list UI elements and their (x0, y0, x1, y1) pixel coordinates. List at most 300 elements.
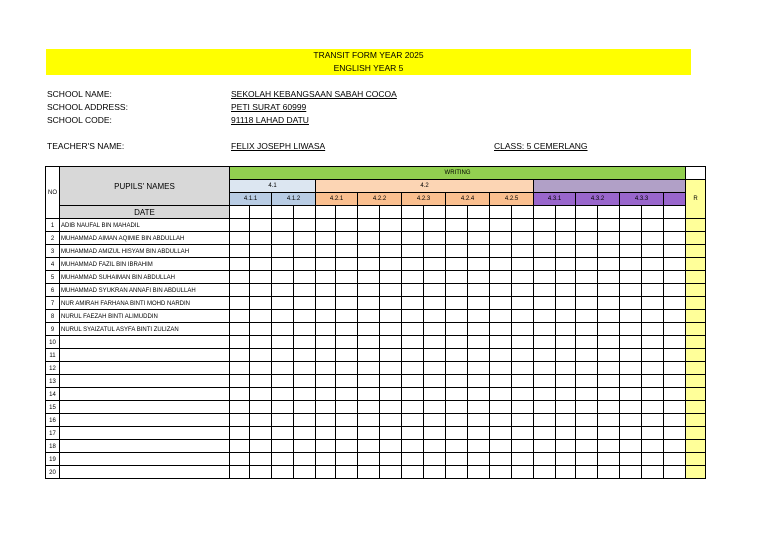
score-cell (620, 245, 642, 258)
score-cell (294, 427, 316, 440)
score-cell (512, 336, 534, 349)
score-cell (598, 427, 620, 440)
score-cell (446, 388, 468, 401)
score-cell (446, 323, 468, 336)
form-title-banner (46, 49, 691, 75)
score-cell (336, 427, 358, 440)
score-cell (512, 427, 534, 440)
score-cell (512, 401, 534, 414)
score-cell (468, 349, 490, 362)
pupils-names-header: PUPILS' NAMES (60, 167, 230, 206)
score-cell (490, 388, 512, 401)
score-cell (642, 219, 664, 232)
form-subtitle: ENGLISH YEAR 5 (333, 63, 404, 73)
table-row (46, 427, 706, 440)
score-cell (534, 232, 556, 245)
score-cell (424, 310, 446, 323)
score-cell (620, 258, 642, 271)
score-cell (230, 232, 250, 245)
row-number: 10 (46, 336, 60, 349)
pupil-name (60, 453, 230, 466)
score-cell (316, 284, 336, 297)
table-row (46, 414, 706, 427)
score-cell (294, 297, 316, 310)
score-cell (230, 453, 250, 466)
score-cell (446, 219, 468, 232)
score-cell (424, 271, 446, 284)
score-cell (402, 414, 424, 427)
row-number: 3 (46, 245, 60, 258)
date-cell (576, 206, 598, 219)
score-cell (446, 284, 468, 297)
score-cell (358, 310, 380, 323)
score-cell (358, 349, 380, 362)
date-cell (250, 206, 272, 219)
score-cell (556, 258, 576, 271)
score-cell (468, 388, 490, 401)
date-cell (512, 206, 534, 219)
date-cell (272, 206, 294, 219)
score-cell (534, 362, 556, 375)
score-cell (664, 284, 686, 297)
score-cell (402, 310, 424, 323)
score-cell (402, 258, 424, 271)
date-cell (446, 206, 468, 219)
score-cell (250, 466, 272, 479)
row-number: 19 (46, 453, 60, 466)
date-cell (294, 206, 316, 219)
score-cell (402, 401, 424, 414)
score-cell (358, 427, 380, 440)
score-cell (642, 401, 664, 414)
score-cell (556, 414, 576, 427)
score-cell (620, 219, 642, 232)
score-cell (424, 284, 446, 297)
sub-skill-header: 4.2.1 (316, 193, 358, 206)
score-cell (556, 232, 576, 245)
score-cell (642, 349, 664, 362)
score-cell (576, 245, 598, 258)
sub-skill-header: 4.3.1 (534, 193, 576, 206)
score-cell (250, 284, 272, 297)
score-cell (620, 271, 642, 284)
score-cell (336, 310, 358, 323)
sub-skill-header: 4.1.2 (272, 193, 316, 206)
score-cell (664, 297, 686, 310)
writing-header: WRITING (230, 167, 686, 180)
score-cell (598, 245, 620, 258)
score-cell (642, 388, 664, 401)
score-cell (490, 440, 512, 453)
score-cell (512, 375, 534, 388)
score-cell (576, 401, 598, 414)
score-cell (230, 440, 250, 453)
score-cell (294, 271, 316, 284)
score-cell (402, 427, 424, 440)
score-cell (402, 466, 424, 479)
score-cell (316, 440, 336, 453)
score-cell (316, 349, 336, 362)
score-cell (468, 271, 490, 284)
score-cell (446, 466, 468, 479)
score-cell (336, 284, 358, 297)
score-cell (316, 362, 336, 375)
score-cell (512, 323, 534, 336)
score-cell (316, 245, 336, 258)
score-cell (230, 427, 250, 440)
score-cell (642, 271, 664, 284)
score-cell (230, 284, 250, 297)
score-cell (294, 245, 316, 258)
score-cell (620, 466, 642, 479)
score-cell (534, 245, 556, 258)
score-cell (424, 401, 446, 414)
score-cell (664, 271, 686, 284)
score-cell (664, 388, 686, 401)
score-cell (446, 258, 468, 271)
score-cell (576, 284, 598, 297)
score-cell (468, 375, 490, 388)
score-cell (316, 323, 336, 336)
pupil-name (60, 336, 230, 349)
table-row (46, 466, 706, 479)
score-cell (230, 297, 250, 310)
pupil-name: ADIB NAUFAL BIN MAHADIL (60, 219, 230, 232)
score-cell (250, 310, 272, 323)
score-cell (336, 336, 358, 349)
row-number: 15 (46, 401, 60, 414)
school-address-label: SCHOOL ADDRESS: (47, 102, 128, 112)
score-cell (380, 349, 402, 362)
score-cell (380, 466, 402, 479)
score-cell (250, 323, 272, 336)
score-cell (272, 219, 294, 232)
score-cell (230, 245, 250, 258)
pupil-name: MUHAMMAD SYUKRAN ANNAFI BIN ABDULLAH (60, 284, 230, 297)
score-cell (336, 362, 358, 375)
score-cell (424, 219, 446, 232)
score-cell (230, 401, 250, 414)
score-cell (250, 258, 272, 271)
date-cell (468, 206, 490, 219)
score-cell (642, 323, 664, 336)
score-cell (556, 466, 576, 479)
score-cell (230, 258, 250, 271)
score-cell (512, 232, 534, 245)
r-cell (686, 284, 706, 297)
score-cell (642, 297, 664, 310)
score-cell (556, 245, 576, 258)
score-cell (402, 453, 424, 466)
score-cell (446, 232, 468, 245)
score-cell (250, 440, 272, 453)
score-cell (664, 453, 686, 466)
score-cell (250, 349, 272, 362)
pupil-name (60, 375, 230, 388)
score-cell (250, 362, 272, 375)
score-cell (642, 245, 664, 258)
date-cell (556, 206, 576, 219)
score-cell (272, 375, 294, 388)
score-cell (534, 297, 556, 310)
score-cell (402, 375, 424, 388)
score-cell (250, 245, 272, 258)
score-cell (664, 323, 686, 336)
date-header: DATE (60, 206, 230, 219)
score-cell (534, 271, 556, 284)
score-cell (230, 310, 250, 323)
score-cell (272, 414, 294, 427)
score-cell (380, 388, 402, 401)
date-cell (316, 206, 336, 219)
score-cell (534, 401, 556, 414)
score-cell (272, 297, 294, 310)
score-cell (402, 323, 424, 336)
table-row (46, 453, 706, 466)
table-row (46, 440, 706, 453)
score-cell (642, 336, 664, 349)
score-cell (490, 232, 512, 245)
score-cell (402, 271, 424, 284)
score-cell (446, 297, 468, 310)
sub-skill-header: 4.2.5 (490, 193, 534, 206)
row-number: 17 (46, 427, 60, 440)
score-cell (576, 427, 598, 440)
score-cell (294, 349, 316, 362)
score-cell (316, 453, 336, 466)
score-cell (598, 414, 620, 427)
row-number: 11 (46, 349, 60, 362)
score-cell (294, 388, 316, 401)
pupil-name (60, 414, 230, 427)
table-row (46, 271, 706, 284)
score-cell (380, 271, 402, 284)
score-cell (576, 375, 598, 388)
score-cell (620, 414, 642, 427)
score-cell (250, 219, 272, 232)
r-cell (686, 362, 706, 375)
score-cell (512, 440, 534, 453)
score-cell (468, 453, 490, 466)
score-cell (664, 466, 686, 479)
date-cell (664, 206, 686, 219)
score-cell (490, 414, 512, 427)
school-name-value: SEKOLAH KEBANGSAAN SABAH COCOA (231, 89, 397, 99)
table-row (46, 310, 706, 323)
score-cell (598, 401, 620, 414)
score-cell (620, 362, 642, 375)
school-name-label: SCHOOL NAME: (47, 89, 112, 99)
row-number: 7 (46, 297, 60, 310)
score-cell (534, 414, 556, 427)
score-cell (490, 310, 512, 323)
score-cell (576, 388, 598, 401)
date-cell (336, 206, 358, 219)
score-cell (424, 427, 446, 440)
score-cell (534, 310, 556, 323)
score-cell (512, 414, 534, 427)
score-cell (294, 375, 316, 388)
score-cell (468, 284, 490, 297)
school-code-value: 91118 LAHAD DATU (231, 115, 309, 125)
sub-skill-header: 4.1.1 (230, 193, 272, 206)
score-cell (598, 375, 620, 388)
score-cell (446, 362, 468, 375)
score-cell (424, 258, 446, 271)
score-cell (230, 336, 250, 349)
score-cell (316, 297, 336, 310)
score-cell (358, 466, 380, 479)
r-cell (686, 401, 706, 414)
score-cell (468, 362, 490, 375)
table-row (46, 323, 706, 336)
score-cell (424, 466, 446, 479)
group-header: 4.1 (230, 180, 316, 193)
score-cell (424, 440, 446, 453)
assessment-table (45, 166, 706, 479)
score-cell (250, 388, 272, 401)
score-cell (380, 362, 402, 375)
pupil-name: NURUL FAEZAH BINTI ALIMUDDIN (60, 310, 230, 323)
score-cell (230, 466, 250, 479)
score-cell (380, 284, 402, 297)
score-cell (490, 349, 512, 362)
score-cell (642, 362, 664, 375)
sub-skill-header: 4.3.2 (576, 193, 620, 206)
pupil-name: MUHAMMAD AMIZUL HISYAM BIN ABDULLAH (60, 245, 230, 258)
score-cell (424, 453, 446, 466)
score-cell (316, 219, 336, 232)
score-cell (576, 349, 598, 362)
score-cell (620, 323, 642, 336)
score-cell (468, 336, 490, 349)
score-cell (446, 375, 468, 388)
row-number: 8 (46, 310, 60, 323)
score-cell (294, 440, 316, 453)
date-cell (598, 206, 620, 219)
score-cell (620, 336, 642, 349)
score-cell (446, 440, 468, 453)
score-cell (620, 284, 642, 297)
score-cell (380, 219, 402, 232)
score-cell (316, 375, 336, 388)
score-cell (294, 219, 316, 232)
score-cell (336, 232, 358, 245)
score-cell (576, 466, 598, 479)
score-cell (490, 401, 512, 414)
r-cell (686, 466, 706, 479)
score-cell (336, 297, 358, 310)
score-cell (468, 401, 490, 414)
date-cell (534, 206, 556, 219)
score-cell (468, 232, 490, 245)
row-number: 9 (46, 323, 60, 336)
score-cell (272, 362, 294, 375)
score-cell (358, 232, 380, 245)
score-cell (272, 388, 294, 401)
pupil-name (60, 440, 230, 453)
score-cell (556, 271, 576, 284)
score-cell (556, 323, 576, 336)
score-cell (534, 453, 556, 466)
date-cell (424, 206, 446, 219)
r-cell (686, 414, 706, 427)
pupil-name (60, 427, 230, 440)
score-cell (664, 414, 686, 427)
score-cell (294, 466, 316, 479)
score-cell (576, 453, 598, 466)
score-cell (316, 310, 336, 323)
score-cell (446, 401, 468, 414)
score-cell (664, 349, 686, 362)
score-cell (468, 466, 490, 479)
score-cell (620, 232, 642, 245)
r-cell (686, 232, 706, 245)
pupil-name: MUHAMMAD SUHAIMAN BIN ABDULLAH (60, 271, 230, 284)
score-cell (446, 271, 468, 284)
score-cell (598, 362, 620, 375)
sub-skill-filler (664, 193, 686, 206)
score-cell (468, 427, 490, 440)
score-cell (402, 232, 424, 245)
score-cell (272, 284, 294, 297)
r-header: R (686, 180, 706, 219)
score-cell (598, 232, 620, 245)
score-cell (620, 401, 642, 414)
score-cell (598, 453, 620, 466)
score-cell (642, 258, 664, 271)
score-cell (664, 232, 686, 245)
row-number: 6 (46, 284, 60, 297)
score-cell (272, 440, 294, 453)
row-number: 1 (46, 219, 60, 232)
score-cell (316, 427, 336, 440)
score-cell (512, 245, 534, 258)
score-cell (490, 219, 512, 232)
score-cell (620, 427, 642, 440)
score-cell (642, 232, 664, 245)
score-cell (358, 440, 380, 453)
score-cell (576, 362, 598, 375)
score-cell (250, 401, 272, 414)
score-cell (490, 453, 512, 466)
score-cell (250, 375, 272, 388)
score-cell (576, 440, 598, 453)
score-cell (272, 258, 294, 271)
score-cell (598, 284, 620, 297)
r-cell (686, 310, 706, 323)
score-cell (642, 284, 664, 297)
score-cell (230, 375, 250, 388)
score-cell (534, 440, 556, 453)
score-cell (576, 323, 598, 336)
no-header: NO (46, 167, 60, 219)
teacher-value: FELIX JOSEPH LIWASA (231, 141, 326, 151)
score-cell (598, 271, 620, 284)
score-cell (620, 297, 642, 310)
r-cell (686, 323, 706, 336)
score-cell (250, 336, 272, 349)
date-cell (490, 206, 512, 219)
row-number: 4 (46, 258, 60, 271)
score-cell (490, 297, 512, 310)
r-cell (686, 258, 706, 271)
score-cell (534, 258, 556, 271)
score-cell (358, 245, 380, 258)
score-cell (380, 323, 402, 336)
score-cell (336, 401, 358, 414)
table-row (46, 362, 706, 375)
